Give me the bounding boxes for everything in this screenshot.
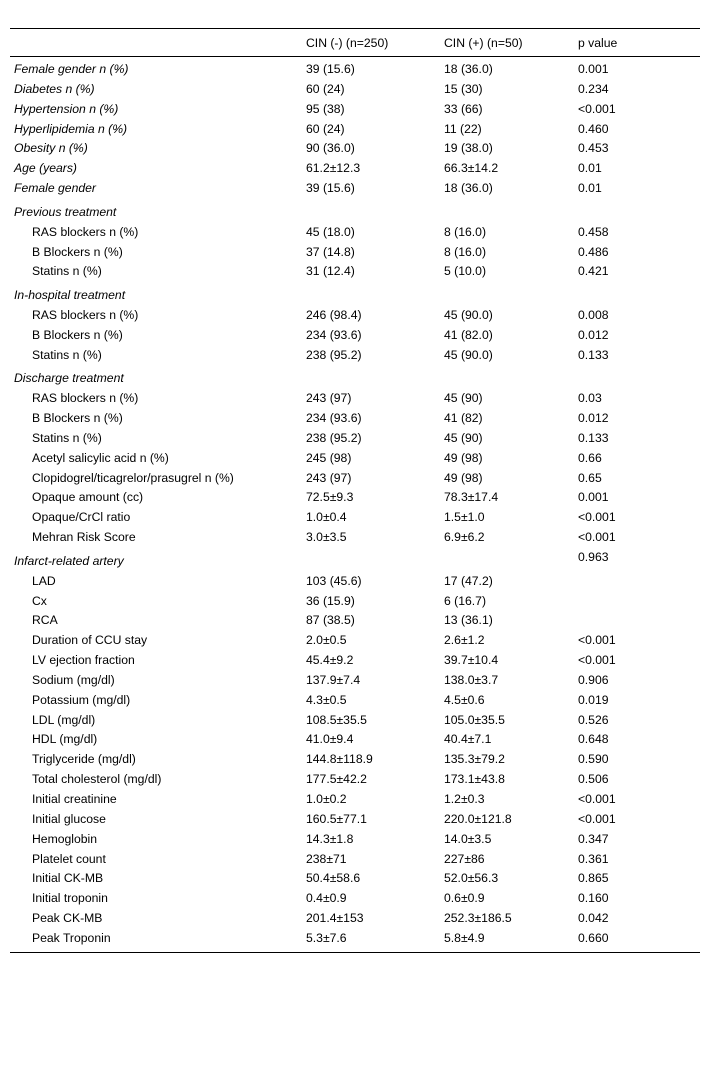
table-bottom-rule — [10, 952, 700, 953]
table-row — [10, 849, 700, 869]
table-row — [10, 869, 700, 889]
cell-p-value: 0.486 — [578, 244, 609, 259]
cell-p-value: 0.526 — [578, 712, 609, 727]
table-row — [10, 139, 700, 159]
table-row — [10, 548, 700, 572]
cell-cin-positive: 49 (98) — [444, 470, 483, 485]
cell-cin-positive: 173.1±43.8 — [444, 772, 505, 787]
cell-cin-negative: 2.0±0.5 — [306, 633, 347, 648]
cell-cin-positive: 40.4±7.1 — [444, 732, 492, 747]
cell-p-value: <0.001 — [578, 101, 616, 116]
cell-cin-negative: 0.4±0.9 — [306, 891, 347, 906]
table-row — [10, 671, 700, 691]
cell-cin-positive: 78.3±17.4 — [444, 490, 499, 505]
cell-cin-negative: 103 (45.6) — [306, 573, 362, 588]
cell-cin-positive: 18 (36.0) — [444, 181, 493, 196]
cell-cin-negative: 238±71 — [306, 851, 347, 866]
table-body — [10, 57, 700, 952]
cell-p-value — [574, 572, 700, 592]
row-label: Hyperlipidemia n (%) — [14, 121, 128, 136]
cell-cin-positive — [440, 199, 574, 223]
row-label: In-hospital treatment — [14, 288, 126, 303]
cell-cin-positive: 105.0±35.5 — [444, 712, 505, 727]
table-row — [10, 889, 700, 909]
cell-p-value: <0.001 — [578, 653, 616, 668]
row-label: RAS blockers n (%) — [32, 224, 139, 239]
column-header-cin-positive: CIN (+) (n=50) — [440, 29, 574, 57]
cell-cin-positive: 45 (90) — [444, 430, 483, 445]
row-label: LAD — [32, 573, 56, 588]
cell-cin-negative: 39 (15.6) — [306, 62, 355, 76]
cell-cin-positive: 5 (10.0) — [444, 264, 487, 279]
cell-cin-positive: 41 (82.0) — [444, 327, 493, 342]
table-row — [10, 449, 700, 469]
cell-cin-positive: 33 (66) — [444, 101, 483, 116]
cell-cin-positive: 49 (98) — [444, 450, 483, 465]
cell-cin-negative: 160.5±77.1 — [306, 811, 367, 826]
cell-cin-negative: 234 (93.6) — [306, 411, 362, 426]
table-row — [10, 488, 700, 508]
cell-cin-negative: 95 (38) — [306, 101, 345, 116]
row-label: Opaque/CrCl ratio — [32, 510, 131, 525]
cell-p-value: 0.042 — [578, 911, 609, 926]
table-row — [10, 631, 700, 651]
cell-cin-negative: 90 (36.0) — [306, 141, 355, 156]
cell-cin-negative: 87 (38.5) — [306, 613, 355, 628]
table-head-spacer — [10, 14, 700, 29]
cell-p-value: 0.012 — [578, 411, 609, 426]
row-label: Hypertension n (%) — [14, 101, 119, 116]
cell-cin-negative — [302, 282, 440, 306]
cell-p-value — [574, 365, 700, 389]
row-label: B Blockers n (%) — [32, 244, 123, 259]
cell-p-value: 0.234 — [578, 81, 609, 96]
table-row — [10, 306, 700, 326]
table-row — [10, 159, 700, 179]
row-label: B Blockers n (%) — [32, 411, 123, 426]
cell-cin-negative — [302, 365, 440, 389]
cell-cin-negative: 36 (15.9) — [306, 593, 355, 608]
table-row — [10, 80, 700, 100]
row-label: Triglyceride (mg/dl) — [32, 752, 136, 767]
cell-p-value: 0.865 — [578, 871, 609, 886]
table-row — [10, 730, 700, 750]
row-label: Cx — [32, 593, 47, 608]
cell-p-value: 0.506 — [578, 772, 609, 787]
cell-p-value: 0.421 — [578, 264, 609, 279]
cell-p-value: <0.001 — [578, 811, 616, 826]
cell-p-value: 0.660 — [578, 930, 609, 945]
cell-p-value: 0.361 — [578, 851, 609, 866]
cell-cin-positive: 39.7±10.4 — [444, 653, 499, 668]
cell-cin-positive: 14.0±3.5 — [444, 831, 492, 846]
cell-cin-positive: 8 (16.0) — [444, 244, 487, 259]
cell-cin-negative: 60 (24) — [306, 121, 345, 136]
cell-p-value: <0.001 — [578, 530, 616, 545]
cell-cin-positive: 1.5±1.0 — [444, 510, 485, 525]
cell-p-value: 0.347 — [578, 831, 609, 846]
cell-p-value: 0.906 — [578, 672, 609, 687]
row-label: Duration of CCU stay — [32, 633, 148, 648]
row-label: Statins n (%) — [32, 347, 102, 362]
cell-p-value: 0.012 — [578, 327, 609, 342]
row-label: Statins n (%) — [32, 264, 102, 279]
row-label: Obesity n (%) — [14, 141, 88, 156]
row-label: Female gender — [14, 181, 96, 196]
cell-p-value — [574, 199, 700, 223]
table-row — [10, 830, 700, 850]
column-header-p-value: p value — [574, 29, 700, 57]
cell-cin-positive — [440, 282, 574, 306]
table-row — [10, 790, 700, 810]
cell-p-value: 0.133 — [578, 430, 609, 445]
results-table — [10, 14, 700, 952]
cell-cin-positive: 41 (82) — [444, 411, 483, 426]
cell-cin-positive: 220.0±121.8 — [444, 811, 512, 826]
cell-cin-positive: 18 (36.0) — [444, 62, 493, 76]
cell-p-value: 0.019 — [578, 692, 609, 707]
cell-cin-positive: 45 (90) — [444, 391, 483, 406]
row-label: Initial glucose — [32, 811, 106, 826]
cell-cin-negative: 246 (98.4) — [306, 307, 362, 322]
cell-cin-negative: 108.5±35.5 — [306, 712, 367, 727]
cell-cin-negative: 41.0±9.4 — [306, 732, 354, 747]
cell-cin-positive: 6 (16.7) — [444, 593, 487, 608]
cell-cin-negative: 50.4±58.6 — [306, 871, 361, 886]
table-row — [10, 409, 700, 429]
cell-cin-positive: 2.6±1.2 — [444, 633, 485, 648]
table-row — [10, 119, 700, 139]
table-row — [10, 223, 700, 243]
cell-cin-positive: 17 (47.2) — [444, 573, 493, 588]
row-label: Initial creatinine — [32, 792, 117, 806]
cell-cin-negative: 1.0±0.4 — [306, 510, 347, 525]
table-row — [10, 591, 700, 611]
cell-cin-negative: 245 (98) — [306, 450, 352, 465]
table-row — [10, 346, 700, 366]
row-label: Hemoglobin — [32, 831, 98, 846]
cell-p-value: 0.01 — [578, 161, 602, 176]
cell-cin-negative: 61.2±12.3 — [306, 161, 361, 176]
cell-cin-negative: 14.3±1.8 — [306, 831, 354, 846]
cell-p-value: 0.008 — [578, 307, 609, 322]
column-header-cin-negative: CIN (-) (n=250) — [302, 29, 440, 57]
cell-p-value: 0.460 — [578, 121, 609, 136]
row-label: Age (years) — [14, 161, 77, 176]
cell-cin-positive — [440, 548, 574, 572]
cell-p-value: 0.01 — [578, 181, 602, 196]
table-row — [10, 389, 700, 409]
cell-p-value: 0.001 — [578, 490, 609, 505]
cell-cin-negative: 1.0±0.2 — [306, 792, 347, 806]
row-label: RAS blockers n (%) — [32, 307, 139, 322]
row-label: Previous treatment — [14, 204, 117, 219]
cell-p-value: 0.133 — [578, 347, 609, 362]
cell-cin-negative: 201.4±153 — [306, 911, 364, 926]
cell-p-value: 0.66 — [578, 450, 602, 465]
table-row — [10, 909, 700, 929]
cell-p-value — [574, 591, 700, 611]
cell-cin-negative: 5.3±7.6 — [306, 930, 347, 945]
cell-p-value: <0.001 — [578, 510, 616, 525]
row-label: Peak CK-MB — [32, 911, 103, 926]
cell-cin-positive: 15 (30) — [444, 81, 483, 96]
cell-p-value: 0.590 — [578, 752, 609, 767]
table-row — [10, 810, 700, 830]
table-row — [10, 770, 700, 790]
table-row — [10, 429, 700, 449]
cell-p-value: <0.001 — [578, 633, 616, 648]
row-label: RAS blockers n (%) — [32, 391, 139, 406]
cell-cin-negative: 60 (24) — [306, 81, 345, 96]
cell-p-value: 0.03 — [578, 391, 602, 406]
cell-cin-negative: 31 (12.4) — [306, 264, 355, 279]
cell-cin-negative: 243 (97) — [306, 391, 352, 406]
row-label: Discharge treatment — [14, 371, 124, 386]
row-label: LV ejection fraction — [32, 653, 135, 668]
table-row — [10, 365, 700, 389]
table-row — [10, 750, 700, 770]
cell-cin-positive — [440, 365, 574, 389]
row-label: HDL (mg/dl) — [32, 732, 98, 747]
table-row — [10, 326, 700, 346]
row-label: Potassium (mg/dl) — [32, 692, 131, 707]
cell-cin-positive: 1.2±0.3 — [444, 792, 485, 806]
cell-cin-negative: 177.5±42.2 — [306, 772, 367, 787]
cell-cin-positive: 4.5±0.6 — [444, 692, 485, 707]
cell-p-value: 0.65 — [578, 470, 602, 485]
cell-cin-negative: 72.5±9.3 — [306, 490, 354, 505]
cell-p-value: 0.001 — [578, 62, 609, 76]
row-label: Clopidogrel/ticagrelor/prasugrel n (%) — [32, 470, 234, 485]
table-row — [10, 651, 700, 671]
cell-p-value: 0.453 — [578, 141, 609, 156]
cell-cin-positive: 13 (36.1) — [444, 613, 493, 628]
cell-p-value: 0.963 — [578, 549, 609, 564]
table-row — [10, 711, 700, 731]
cell-cin-negative — [302, 199, 440, 223]
row-label: Female gender n (%) — [14, 62, 129, 76]
table-row — [10, 528, 700, 548]
table-head — [10, 14, 700, 57]
cell-p-value — [574, 611, 700, 631]
table-row — [10, 929, 700, 952]
row-label: Initial troponin — [32, 891, 108, 906]
cell-cin-positive: 227±86 — [444, 851, 485, 866]
row-label: Peak Troponin — [32, 930, 111, 945]
cell-cin-negative: 45.4±9.2 — [306, 653, 354, 668]
row-label: Initial CK-MB — [32, 871, 104, 886]
column-header-variable — [10, 29, 302, 57]
table-row — [10, 57, 700, 80]
cell-p-value: 0.458 — [578, 224, 609, 239]
row-label: Statins n (%) — [32, 430, 102, 445]
table-row — [10, 282, 700, 306]
row-label: Infarct-related artery — [14, 553, 124, 568]
table-row — [10, 508, 700, 528]
cell-cin-negative: 39 (15.6) — [306, 181, 355, 196]
row-label: Acetyl salicylic acid n (%) — [32, 450, 169, 465]
cell-cin-negative: 137.9±7.4 — [306, 672, 361, 687]
table-row — [10, 179, 700, 199]
cell-cin-positive: 45 (90.0) — [444, 307, 493, 322]
cell-cin-negative: 243 (97) — [306, 470, 352, 485]
cell-cin-positive: 135.3±79.2 — [444, 752, 505, 767]
row-label: Platelet count — [32, 851, 106, 866]
row-label: Mehran Risk Score — [32, 530, 136, 545]
cell-cin-positive: 138.0±3.7 — [444, 672, 499, 687]
row-label: Diabetes n (%) — [14, 81, 95, 96]
cell-cin-negative: 144.8±118.9 — [306, 752, 373, 767]
table-header-row — [10, 29, 700, 57]
table-row — [10, 691, 700, 711]
table-row — [10, 611, 700, 631]
table-row — [10, 242, 700, 262]
table-row — [10, 199, 700, 223]
cell-cin-negative: 37 (14.8) — [306, 244, 355, 259]
table-row — [10, 572, 700, 592]
cell-p-value: 0.160 — [578, 891, 609, 906]
cell-cin-negative: 234 (93.6) — [306, 327, 362, 342]
cell-cin-positive: 11 (22) — [444, 121, 482, 136]
cell-cin-positive: 52.0±56.3 — [444, 871, 499, 886]
cell-cin-negative: 238 (95.2) — [306, 430, 362, 445]
cell-cin-positive: 19 (38.0) — [444, 141, 493, 156]
cell-cin-positive: 45 (90.0) — [444, 347, 493, 362]
cell-cin-positive: 6.9±6.2 — [444, 530, 485, 545]
cell-cin-positive: 0.6±0.9 — [444, 891, 485, 906]
table-row — [10, 469, 700, 489]
cell-cin-positive: 8 (16.0) — [444, 224, 487, 239]
row-label: RCA — [32, 613, 58, 628]
cell-p-value — [574, 282, 700, 306]
cell-cin-negative — [302, 548, 440, 572]
row-label: Total cholesterol (mg/dl) — [32, 772, 162, 787]
table-row — [10, 100, 700, 120]
row-label: LDL (mg/dl) — [32, 712, 96, 727]
cell-cin-negative: 45 (18.0) — [306, 224, 355, 239]
cell-cin-positive: 5.8±4.9 — [444, 930, 485, 945]
row-label: Opaque amount (cc) — [32, 490, 144, 505]
row-label: Sodium (mg/dl) — [32, 672, 115, 687]
cell-p-value: 0.648 — [578, 732, 609, 747]
cell-cin-positive: 66.3±14.2 — [444, 161, 499, 176]
table-row — [10, 262, 700, 282]
cell-cin-negative: 238 (95.2) — [306, 347, 362, 362]
row-label: B Blockers n (%) — [32, 327, 123, 342]
cell-p-value: <0.001 — [578, 792, 616, 806]
cell-cin-negative: 3.0±3.5 — [306, 530, 347, 545]
cell-cin-negative: 4.3±0.5 — [306, 692, 347, 707]
cell-cin-positive: 252.3±186.5 — [444, 911, 512, 926]
